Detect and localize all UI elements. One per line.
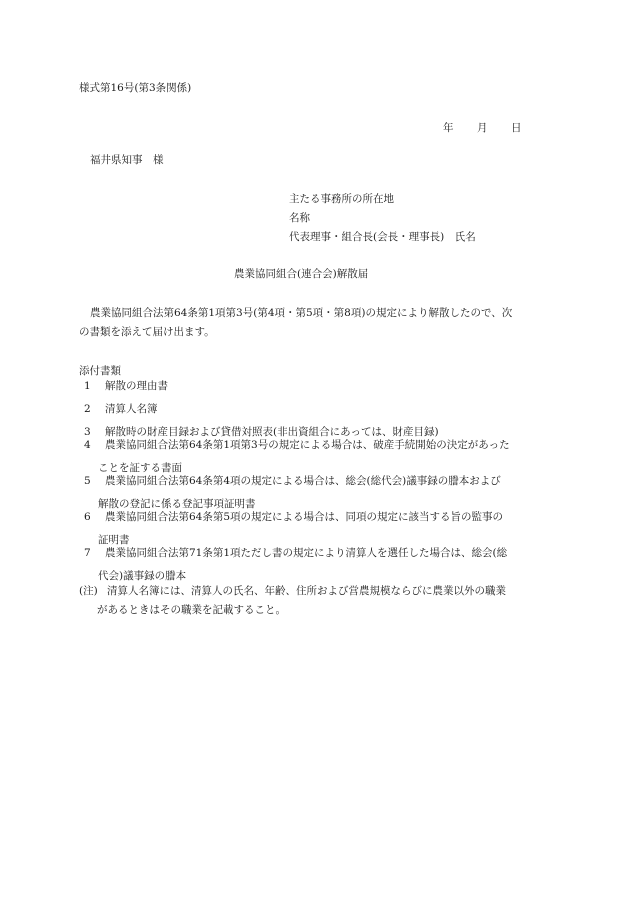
item-text: 解散時の財産目録および貸借対照表(非出資組合にあっては、財産目録) xyxy=(105,426,439,438)
date-day-label: 日 xyxy=(511,122,522,134)
item-number: 1 xyxy=(84,380,91,392)
note-line-2: があるときはその職業を記載すること。 xyxy=(97,604,286,616)
body-line-1: 農業協同組合法第64条第1項第3号(第4項・第5項・第8項)の規定により解散したので、次 xyxy=(90,307,513,319)
item-text-continued: 代会)議事録の謄本 xyxy=(98,570,187,582)
note-line-1: 清算人名簿には、清算人の氏名、年齢、住所および営農規模ならびに農業以外の職業 xyxy=(107,585,506,597)
body-line-2: の書類を添えて届け出ます。 xyxy=(79,326,215,338)
item-text: 農業協同組合法第64条第4項の規定による場合は、総会(総代会)議事録の謄本および xyxy=(105,475,501,487)
item-number: 2 xyxy=(84,403,91,415)
date-year-label: 年 xyxy=(443,122,454,134)
item-text: 解散の理由書 xyxy=(105,380,168,392)
item-text: 農業協同組合法第64条第1項第3号の規定による場合は、破産手続開始の決定があった xyxy=(105,439,510,451)
item-number: 6 xyxy=(84,511,91,523)
item-text: 清算人名簿 xyxy=(105,403,158,415)
applicant-address-label: 主たる事務所の所在地 xyxy=(289,193,394,205)
applicant-representative-label: 代表理事・組合長(会長・理事長) 氏名 xyxy=(289,231,476,243)
addressee: 福井県知事 様 xyxy=(90,154,164,166)
item-text-continued: ことを証する書面 xyxy=(98,462,182,474)
item-number: 3 xyxy=(84,426,91,438)
item-text-continued: 解散の登記に係る登記事項証明書 xyxy=(98,498,256,510)
attachments-heading: 添付書類 xyxy=(79,365,121,377)
date-month-label: 月 xyxy=(477,122,488,134)
document-title: 農業協同組合(連合会)解散届 xyxy=(234,268,369,280)
applicant-name-label: 名称 xyxy=(289,212,310,224)
item-number: 7 xyxy=(84,547,91,559)
item-text: 農業協同組合法第71条第1項ただし書の規定により清算人を選任した場合は、総会(総 xyxy=(105,547,508,559)
note-label: (注) xyxy=(79,585,98,597)
item-text-continued: 証明書 xyxy=(98,534,130,546)
form-number: 様式第16号(第3条関係) xyxy=(79,82,192,94)
item-number: 5 xyxy=(84,475,91,487)
item-text: 農業協同組合法第64条第5項の規定による場合は、同項の規定に該当する旨の監事の xyxy=(105,511,504,523)
item-number: 4 xyxy=(84,439,91,451)
